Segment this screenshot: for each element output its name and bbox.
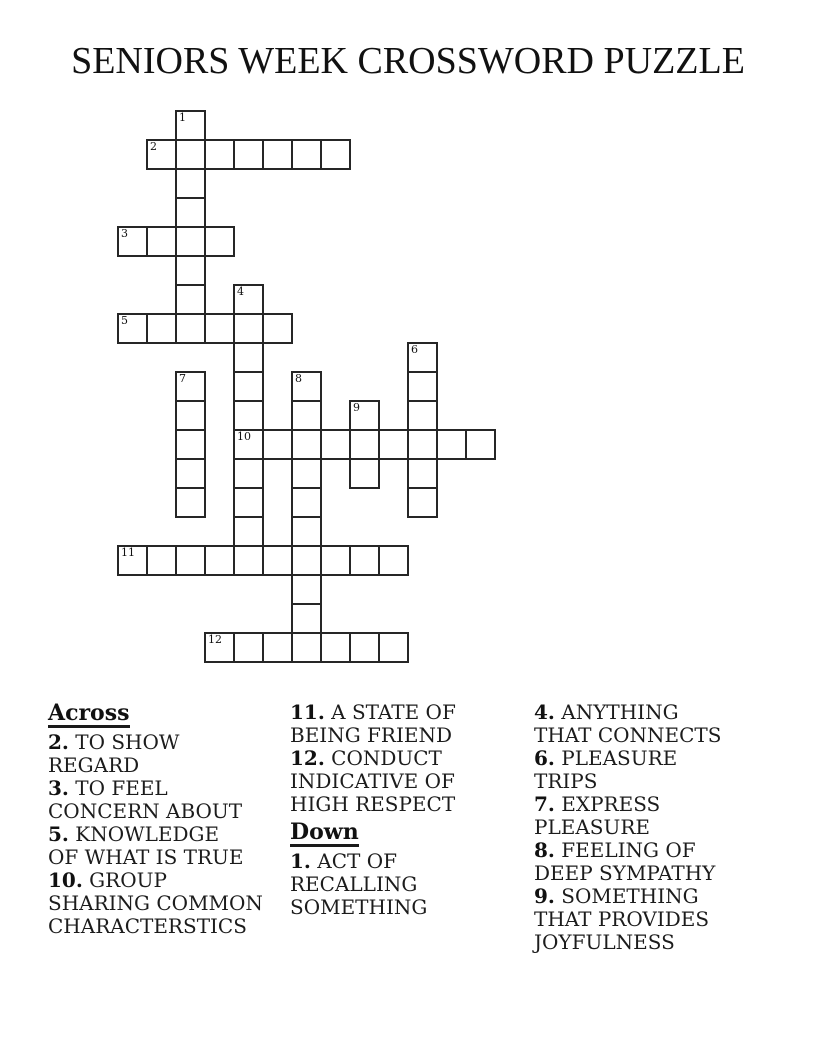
- clue-line: JOYFULNESS: [534, 930, 675, 954]
- clue-line: OF WHAT IS TRUE: [48, 845, 244, 869]
- clue-line: INDICATIVE OF: [290, 769, 455, 793]
- cell-number-label: 10: [237, 430, 251, 443]
- crossword-cell[interactable]: [146, 313, 177, 344]
- clue-number: 9.: [534, 884, 555, 908]
- crossword-cell[interactable]: [233, 429, 264, 460]
- crossword-cell[interactable]: [465, 429, 496, 460]
- clue-item-11: [290, 701, 495, 747]
- crossword-cell[interactable]: [291, 400, 322, 431]
- crossword-cell[interactable]: [320, 429, 351, 460]
- crossword-cell[interactable]: [291, 429, 322, 460]
- clue-line: 8. FEELING OF: [534, 838, 696, 862]
- crossword-cell[interactable]: [262, 429, 293, 460]
- clue-line: 4. ANYTHING: [534, 700, 679, 724]
- crossword-cell[interactable]: [320, 139, 351, 170]
- clue-number: 7.: [534, 792, 555, 816]
- clue-number: 11.: [290, 700, 325, 724]
- crossword-cell[interactable]: [291, 371, 322, 402]
- crossword-cell[interactable]: [349, 429, 380, 460]
- crossword-cell[interactable]: [204, 226, 235, 257]
- crossword-cell[interactable]: [146, 226, 177, 257]
- clue-line: SOMETHING: [290, 895, 428, 919]
- clue-line: 9. SOMETHING: [534, 884, 699, 908]
- clue-item-2: [48, 731, 288, 777]
- crossword-cell[interactable]: [204, 139, 235, 170]
- clue-column-2: [290, 701, 495, 919]
- clue-number: 2.: [48, 730, 69, 754]
- clue-column-1: [48, 701, 288, 938]
- clue-line: 12. CONDUCT: [290, 746, 442, 770]
- crossword-cell[interactable]: [349, 400, 380, 431]
- clue-item-7: [534, 793, 749, 839]
- crossword-cell[interactable]: [175, 429, 206, 460]
- crossword-cell[interactable]: [378, 632, 409, 663]
- crossword-cell[interactable]: [407, 342, 438, 373]
- crossword-cell[interactable]: [291, 458, 322, 489]
- clue-line: REGARD: [48, 753, 140, 777]
- crossword-cell[interactable]: [233, 400, 264, 431]
- crossword-cell[interactable]: [175, 487, 206, 518]
- crossword-cell[interactable]: [175, 168, 206, 199]
- clue-line: SHARING COMMON: [48, 891, 263, 915]
- clue-line: TRIPS: [534, 769, 598, 793]
- clue-number: 3.: [48, 776, 69, 800]
- crossword-cell[interactable]: [436, 429, 467, 460]
- crossword-cell[interactable]: [291, 139, 322, 170]
- crossword-cell[interactable]: [378, 545, 409, 576]
- crossword-cell[interactable]: [320, 632, 351, 663]
- clue-item-6: [534, 747, 749, 793]
- clue-item-4: [534, 701, 749, 747]
- crossword-cell[interactable]: [349, 545, 380, 576]
- crossword-cell[interactable]: [291, 603, 322, 634]
- crossword-cell[interactable]: [175, 458, 206, 489]
- clue-line: BEING FRIEND: [290, 723, 453, 747]
- crossword-cell[interactable]: [175, 110, 206, 141]
- clue-item-10: [48, 869, 288, 938]
- crossword-cell[interactable]: [175, 197, 206, 228]
- crossword-cell[interactable]: [262, 313, 293, 344]
- cell-number-label: 5: [121, 314, 128, 327]
- crossword-cell[interactable]: [204, 545, 235, 576]
- crossword-cell[interactable]: [233, 342, 264, 373]
- clue-item-3: [48, 777, 288, 823]
- crossword-cell[interactable]: [233, 458, 264, 489]
- clue-item-1: [290, 850, 495, 919]
- crossword-cell[interactable]: [407, 429, 438, 460]
- clue-line: 3. TO FEEL: [48, 776, 168, 800]
- clues-heading-down: Down: [290, 819, 359, 845]
- crossword-cell[interactable]: [175, 255, 206, 286]
- crossword-cell[interactable]: [233, 284, 264, 315]
- crossword-cell[interactable]: [320, 545, 351, 576]
- crossword-cell[interactable]: [204, 632, 235, 663]
- clue-line: 5. KNOWLEDGE: [48, 822, 220, 846]
- clue-number: 6.: [534, 746, 555, 770]
- crossword-cell[interactable]: [233, 139, 264, 170]
- crossword-cell[interactable]: [407, 400, 438, 431]
- clue-line: 1. ACT OF: [290, 849, 397, 873]
- page-title: SENIORS WEEK CROSSWORD PUZZLE: [71, 40, 745, 82]
- crossword-cell[interactable]: [204, 313, 235, 344]
- crossword-cell[interactable]: [175, 226, 206, 257]
- crossword-cell[interactable]: [349, 632, 380, 663]
- crossword-cell[interactable]: [233, 487, 264, 518]
- crossword-cell[interactable]: [146, 139, 177, 170]
- crossword-cell[interactable]: [175, 139, 206, 170]
- clue-line: 10. GROUP: [48, 868, 167, 892]
- crossword-cell[interactable]: [233, 371, 264, 402]
- crossword-cell[interactable]: [117, 226, 148, 257]
- crossword-cell[interactable]: [291, 487, 322, 518]
- crossword-cell[interactable]: [117, 545, 148, 576]
- clue-number: 4.: [534, 700, 555, 724]
- cell-number-label: 9: [353, 401, 360, 414]
- crossword-cell[interactable]: [291, 545, 322, 576]
- clue-item-5: [48, 823, 288, 869]
- clue-line: 11. A STATE OF: [290, 700, 456, 724]
- crossword-cell[interactable]: [262, 139, 293, 170]
- clue-line: HIGH RESPECT: [290, 792, 456, 816]
- clue-line: 7. EXPRESS: [534, 792, 661, 816]
- crossword-cell[interactable]: [175, 400, 206, 431]
- clue-line: THAT PROVIDES: [534, 907, 710, 931]
- crossword-cell[interactable]: [175, 371, 206, 402]
- crossword-cell[interactable]: [407, 458, 438, 489]
- cell-number-label: 11: [121, 546, 135, 559]
- crossword-cell[interactable]: [233, 313, 264, 344]
- crossword-cell[interactable]: [233, 545, 264, 576]
- cell-number-label: 1: [179, 111, 186, 124]
- clue-number: 5.: [48, 822, 69, 846]
- crossword-cell[interactable]: [262, 545, 293, 576]
- clue-line: THAT CONNECTS: [534, 723, 722, 747]
- crossword-cell[interactable]: [291, 516, 322, 547]
- cell-number-label: 3: [121, 227, 128, 240]
- crossword-cell[interactable]: [349, 458, 380, 489]
- clue-item-9: [534, 885, 749, 954]
- clue-number: 1.: [290, 849, 311, 873]
- crossword-cell[interactable]: [378, 429, 409, 460]
- cell-number-label: 8: [295, 372, 302, 385]
- clues-heading-across: Across: [48, 700, 130, 726]
- crossword-cell[interactable]: [175, 545, 206, 576]
- cell-number-label: 7: [179, 372, 186, 385]
- cell-number-label: 12: [208, 633, 222, 646]
- clue-line: CHARACTERSTICS: [48, 914, 247, 938]
- clue-line: DEEP SYMPATHY: [534, 861, 716, 885]
- clue-line: CONCERN ABOUT: [48, 799, 243, 823]
- clue-item-12: [290, 747, 495, 816]
- crossword-cell[interactable]: [233, 516, 264, 547]
- cell-number-label: 6: [411, 343, 418, 356]
- crossword-cell[interactable]: [117, 313, 148, 344]
- clue-line: 2. TO SHOW: [48, 730, 180, 754]
- cell-number-label: 2: [150, 140, 157, 153]
- crossword-cell[interactable]: [146, 545, 177, 576]
- clue-number: 10.: [48, 868, 83, 892]
- clue-number: 8.: [534, 838, 555, 862]
- crossword-cell[interactable]: [175, 284, 206, 315]
- clue-line: PLEASURE: [534, 815, 650, 839]
- clue-line: 6. PLEASURE: [534, 746, 678, 770]
- crossword-cell[interactable]: [291, 574, 322, 605]
- crossword-cell[interactable]: [262, 632, 293, 663]
- crossword-cell[interactable]: [175, 313, 206, 344]
- crossword-cell[interactable]: [291, 632, 322, 663]
- crossword-cell[interactable]: [407, 487, 438, 518]
- clue-line: RECALLING: [290, 872, 418, 896]
- cell-number-label: 4: [237, 285, 244, 298]
- clue-item-8: [534, 839, 749, 885]
- crossword-cell[interactable]: [233, 632, 264, 663]
- clue-number: 12.: [290, 746, 325, 770]
- clue-column-3: [534, 701, 749, 954]
- crossword-cell[interactable]: [407, 371, 438, 402]
